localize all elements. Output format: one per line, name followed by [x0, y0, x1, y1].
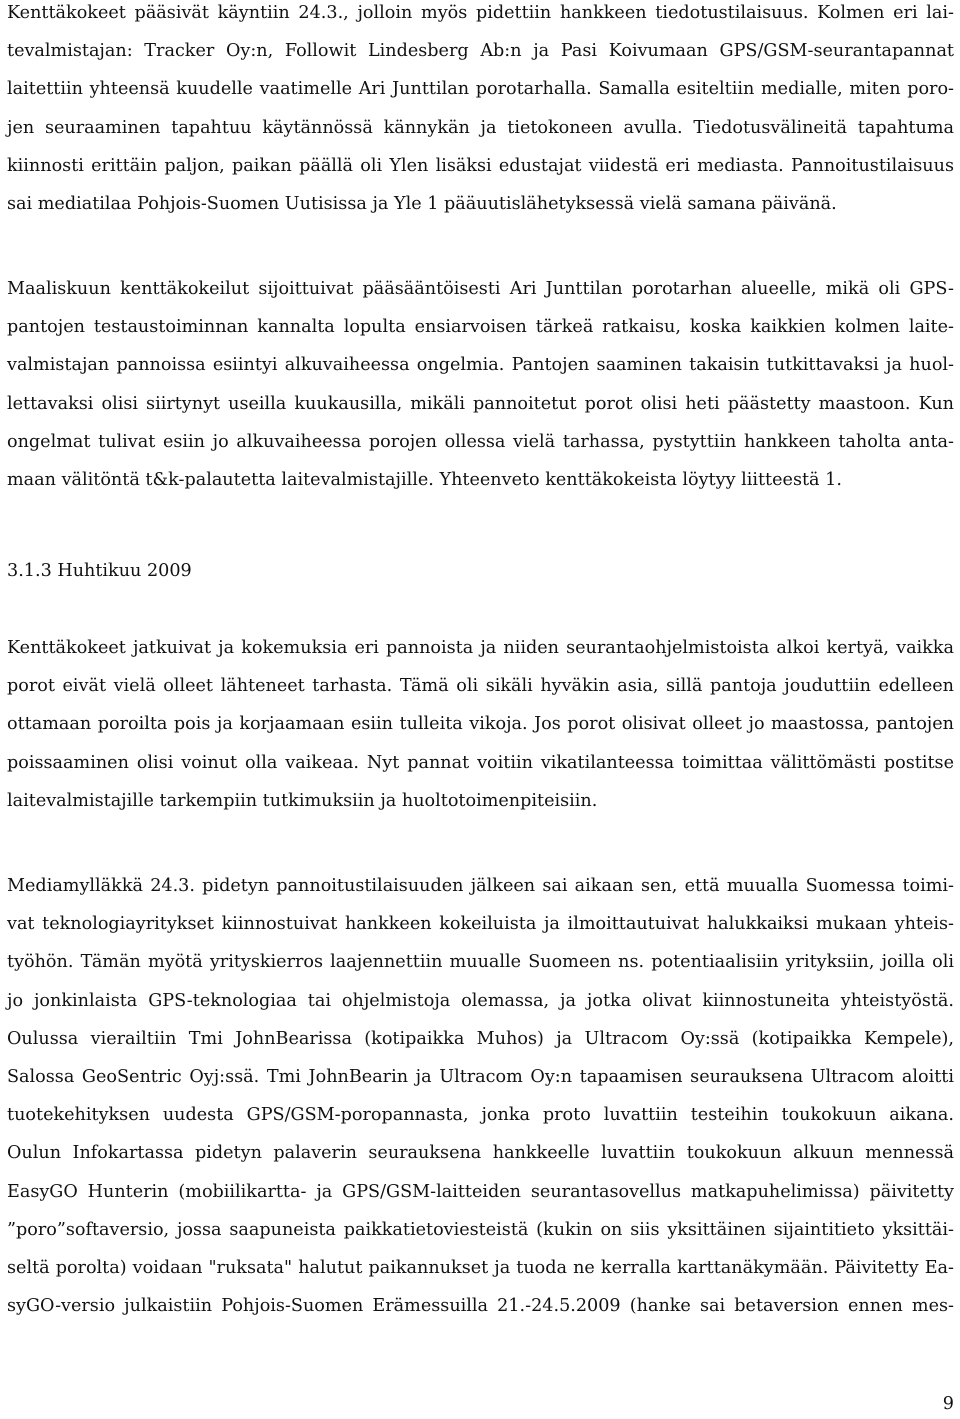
text-line: syGO-versio julkaistiin Pohjois-Suomen Erämessuilla 21.-24.5.2009 (hanke sai betaversion ennen mes- [7, 1296, 954, 1317]
text-line: vat teknologiayritykset kiinnostuivat hankkeen kokeiluista ja ilmoittautuivat halukkaiksi mukaan yhteis- [7, 914, 954, 935]
text-line: Maaliskuun kenttäkokeilut sijoittuivat pääsääntöisesti Ari Junttilan porotarhan alueelle, mikä oli GPS- [7, 279, 954, 299]
text-line: Oulussa vierailtiin Tmi JohnBearissa (kotipaikka Muhos) ja Ultracom Oy:ssä (kotipaikka Kempele), [7, 1028, 954, 1049]
text-line: työhön. Tämän myötä yrityskierros laajennettiin muualle Suomeen ns. potentiaalisiin yrityksiin, joilla oli [7, 952, 954, 973]
text-line: ”poro”softaversio, jossa saapuneista paikkatietoviesteistä (kukin on siis yksittäinen sijaintitieto yksittäi- [7, 1219, 954, 1240]
text-line: ongelmat tulivat esiin jo alkuvaiheessa porojen ollessa vielä tarhassa, pystyttiin hankkeen taholta anta- [7, 431, 954, 452]
text-line: Mediamylläkkä 24.3. pidetyn pannoitustilaisuuden jälkeen sai aikaan sen, että muualla Suomessa toimi- [7, 876, 954, 896]
paragraph-2 [7, 277, 954, 506]
text-line: laitettiin yhteensä kuudelle vaatimelle Ari Junttilan porotarhalla. Samalla esiteltiin medialle, miten poro- [7, 79, 954, 100]
text-line: poissaaminen olisi voinut olla vaikeaa. Nyt pannat voitiin vikatilanteessa toimittaa välittömästi postitse [7, 752, 954, 773]
paragraph-4 [7, 874, 954, 1332]
page-number: 9 [942, 1394, 954, 1414]
text-line: tuotekehityksen uudesta GPS/GSM-poropannasta, jonka proto luvattiin testeihin toukokuun aikana. [7, 1105, 954, 1126]
text-line: pantojen testaustoiminnan kannalta lopulta ensiarvoisen tärkeä ratkaisu, koska kaikkien kolmen laite- [7, 317, 954, 338]
text-line: Oulun Infokartassa pidetyn palaverin seurauksena hankkeelle luvattiin toukokuun alkuun mennessä [7, 1143, 954, 1164]
text-line: laitevalmistajille tarkempiin tutkimuksiin ja huoltotoimenpiteisiin. [7, 790, 598, 811]
text-line: kiinnosti erittäin paljon, paikan päällä oli Ylen lisäksi edustajat viidestä eri mediasta. Pannoitustilaisuus [7, 155, 954, 176]
text-line: tevalmistajan: Tracker Oy:n, Followit Lindesberg Ab:n ja Pasi Koivumaan GPS/GSM-seurantapannat [7, 41, 954, 62]
text-line: valmistajan pannoissa esiintyi alkuvaiheessa ongelmia. Pantojen saaminen takaisin tutkittavaksi ja huol- [7, 355, 954, 376]
text-line: jo jonkinlaista GPS-teknologiaa tai ohjelmistoja olemassa, ja jotka olivat kiinnostuneita yhteistyöstä. [7, 990, 954, 1011]
text-line: Kenttäkokeet pääsivät käyntiin 24.3., jolloin myös pidettiin hankkeen tiedotustilaisuus. Kolmen eri lai- [7, 3, 954, 23]
text-line: porot eivät vielä olleet lähteneet tarhasta. Tämä oli sikäli hyväkin asia, sillä pantoja jouduttiin edelleen [7, 676, 954, 697]
section-heading: 3.1.3 Huhtikuu 2009 [7, 561, 192, 581]
text-line: seltä porolta) voidaan "ruksata" halutut paikannukset ja tuoda ne kerralla karttanäkymään. Päivitetty Ea- [7, 1257, 954, 1278]
text-line: sai mediatilaa Pohjois-Suomen Uutisissa ja Yle 1 pääuutislähetyksessä vielä samana päivänä. [7, 193, 837, 214]
paragraph-1 [7, 1, 954, 230]
paragraph-3 [7, 636, 954, 827]
text-line: maan välitöntä t&k-palautetta laitevalmistajille. Yhteenveto kenttäkokeista löytyy liitteestä 1. [7, 469, 842, 490]
text-line: EasyGO Hunterin (mobiilikartta- ja GPS/GSM-laitteiden seurantasovellus matkapuhelimissa) päivitetty [7, 1181, 954, 1202]
text-line: jen seuraaminen tapahtuu käytännössä kännykän ja tietokoneen avulla. Tiedotusvälineitä tapahtuma [7, 117, 954, 138]
text-line: lettavaksi olisi siirtynyt useilla kuukausilla, mikäli pannoitetut porot olisi heti päästetty maastoon. Kun [7, 393, 954, 414]
text-line: ottamaan poroilta pois ja korjaamaan esiin tulleita vikoja. Jos porot olisivat olleet jo maastossa, pantojen [7, 714, 954, 735]
text-line: Kenttäkokeet jatkuivat ja kokemuksia eri pannoista ja niiden seurantaohjelmistoista alkoi kertyä, vaikka [7, 638, 954, 658]
text-line: Salossa GeoSentric Oyj:ssä. Tmi JohnBearin ja Ultracom Oy:n tapaamisen seurauksena Ultracom aloitti [7, 1066, 954, 1087]
